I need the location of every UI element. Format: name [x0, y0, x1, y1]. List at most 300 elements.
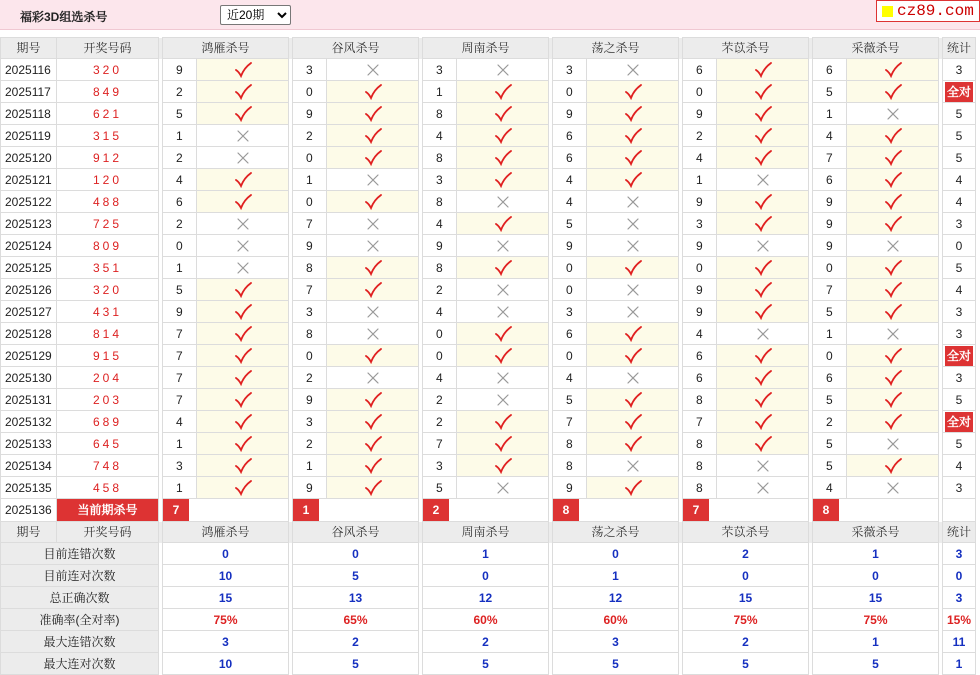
stat-cell: 5: [943, 433, 976, 455]
stats-value: 5: [553, 653, 679, 675]
result-hit-cell: [197, 345, 289, 367]
result-hit-cell: [197, 433, 289, 455]
result-hit-cell: [717, 125, 809, 147]
table-row: [1, 213, 976, 235]
issue-cell: 2025126: [1, 279, 57, 301]
check-icon: [624, 84, 642, 100]
kill-number-cell: 5: [813, 389, 847, 411]
kill-number-cell: 3: [293, 59, 327, 81]
result-miss-cell: [717, 323, 809, 345]
kill-number-cell: 4: [813, 477, 847, 499]
kill-number-cell: 7: [293, 279, 327, 301]
cross-icon: [627, 306, 639, 318]
issue-cell: 2025135: [1, 477, 57, 499]
result-hit-cell: [327, 455, 419, 477]
stats-value: 5: [423, 653, 549, 675]
issue-cell: 2025125: [1, 257, 57, 279]
result-hit-cell: [327, 279, 419, 301]
result-miss-cell: [717, 477, 809, 499]
result-hit-cell: [587, 389, 679, 411]
stats-value: 0: [163, 543, 289, 565]
result-hit-cell: [197, 191, 289, 213]
table-row: [1, 301, 976, 323]
stats-value: 75%: [683, 609, 809, 631]
kill-number-cell: 0: [683, 81, 717, 103]
kill-number-cell: 4: [163, 411, 197, 433]
kill-number-cell: 5: [163, 103, 197, 125]
result-hit-cell: [847, 301, 939, 323]
kill-number-cell: 4: [423, 301, 457, 323]
result-hit-cell: [717, 279, 809, 301]
check-icon: [754, 150, 772, 166]
result-hit-cell: [847, 147, 939, 169]
result-hit-cell: [847, 345, 939, 367]
check-icon: [364, 348, 382, 364]
kill-number-cell: 9: [163, 59, 197, 81]
stats-row: [1, 565, 976, 587]
stats-value: 0: [423, 565, 549, 587]
result-hit-cell: [717, 411, 809, 433]
result-hit-cell: [847, 411, 939, 433]
cross-icon: [887, 240, 899, 252]
kill-number-cell: 5: [813, 301, 847, 323]
result-hit-cell: [847, 367, 939, 389]
issue-cell: 2025120: [1, 147, 57, 169]
result-hit-cell: [457, 323, 549, 345]
kill-number-cell: 6: [683, 345, 717, 367]
result-hit-cell: [457, 125, 549, 147]
cross-icon: [367, 218, 379, 230]
stat-cell: 5: [943, 257, 976, 279]
kill-number-cell: 2: [423, 279, 457, 301]
check-icon: [624, 480, 642, 496]
result-hit-cell: [587, 323, 679, 345]
check-icon: [624, 392, 642, 408]
stats-value: 1: [423, 543, 549, 565]
cross-icon: [497, 306, 509, 318]
cross-icon: [627, 284, 639, 296]
stats-label: 目前连错次数: [1, 543, 159, 565]
stat-cell: 3: [943, 367, 976, 389]
stats-value: 15: [683, 587, 809, 609]
kill-number-cell: 9: [163, 301, 197, 323]
result-miss-cell: [717, 455, 809, 477]
issue-cell: 2025134: [1, 455, 57, 477]
kill-number-table: [0, 37, 976, 675]
check-icon: [754, 282, 772, 298]
kill-number-cell: 0: [423, 323, 457, 345]
kill-number-cell: 8: [553, 455, 587, 477]
result-hit-cell: [327, 345, 419, 367]
result-hit-cell: [197, 103, 289, 125]
header-expert: 周南杀号: [423, 522, 549, 543]
kill-number-cell: 3: [423, 169, 457, 191]
header-row: [1, 38, 976, 59]
kill-number-cell: 0: [813, 257, 847, 279]
kill-number-cell: 1: [423, 81, 457, 103]
stats-value: 15: [163, 587, 289, 609]
check-icon: [364, 414, 382, 430]
kill-number-cell: 6: [553, 323, 587, 345]
draw-number-cell: 689: [57, 411, 159, 433]
stats-value: 5: [293, 565, 419, 587]
kill-number-cell: 1: [163, 257, 197, 279]
period-select[interactable]: [220, 5, 291, 25]
stat-cell: 4: [943, 279, 976, 301]
result-miss-cell: [197, 147, 289, 169]
kill-number-cell: 8: [683, 433, 717, 455]
cross-icon: [887, 438, 899, 450]
cross-icon: [887, 108, 899, 120]
stat-cell: 5: [943, 103, 976, 125]
check-icon: [754, 348, 772, 364]
stats-value: 0: [813, 565, 939, 587]
check-icon: [494, 414, 512, 430]
kill-number-cell: 2: [423, 389, 457, 411]
check-icon: [494, 84, 512, 100]
check-icon: [884, 414, 902, 430]
current-kill-badge: 2: [423, 499, 449, 521]
kill-number-cell: 0: [293, 81, 327, 103]
result-hit-cell: [197, 477, 289, 499]
check-icon: [884, 260, 902, 276]
kill-number-cell: 7: [163, 323, 197, 345]
header-expert: 采薇杀号: [813, 38, 939, 59]
kill-number-cell: 9: [423, 235, 457, 257]
check-icon: [364, 392, 382, 408]
stats-total: 1: [943, 653, 976, 675]
result-miss-cell: [197, 213, 289, 235]
result-miss-cell: [847, 235, 939, 257]
issue-cell: 2025136: [1, 499, 57, 522]
kill-number-cell: 1: [163, 433, 197, 455]
result-miss-cell: [327, 213, 419, 235]
result-hit-cell: [327, 389, 419, 411]
draw-number-cell: 645: [57, 433, 159, 455]
kill-number-cell: 4: [423, 213, 457, 235]
kill-number-cell: 1: [163, 125, 197, 147]
kill-number-cell: 4: [553, 169, 587, 191]
issue-cell: 2025119: [1, 125, 57, 147]
result-miss-cell: [717, 235, 809, 257]
stat-cell: 3: [943, 301, 976, 323]
header-issue: 期号: [1, 38, 57, 59]
result-miss-cell: [327, 323, 419, 345]
issue-cell: 2025118: [1, 103, 57, 125]
kill-number-cell: 0: [813, 345, 847, 367]
current-kill-badge: 8: [813, 499, 839, 521]
table-row: [1, 433, 976, 455]
check-icon: [234, 392, 252, 408]
stats-label: 最大连对次数: [1, 653, 159, 675]
current-kill-cell: [423, 499, 549, 522]
check-icon: [754, 62, 772, 78]
check-icon: [234, 282, 252, 298]
result-miss-cell: [457, 235, 549, 257]
result-miss-cell: [847, 433, 939, 455]
stats-value: 5: [683, 653, 809, 675]
result-hit-cell: [587, 169, 679, 191]
kill-number-cell: 6: [683, 59, 717, 81]
stats-value: 1: [813, 543, 939, 565]
result-hit-cell: [717, 389, 809, 411]
kill-number-cell: 4: [163, 169, 197, 191]
stats-value: 0: [553, 543, 679, 565]
check-icon: [364, 458, 382, 474]
stat-cell: 5: [943, 125, 976, 147]
check-icon: [234, 348, 252, 364]
check-icon: [754, 84, 772, 100]
kill-number-cell: 2: [423, 411, 457, 433]
result-hit-cell: [457, 411, 549, 433]
check-icon: [364, 282, 382, 298]
check-icon: [234, 414, 252, 430]
result-hit-cell: [327, 147, 419, 169]
cross-icon: [757, 482, 769, 494]
table-row: [1, 477, 976, 499]
check-icon: [884, 392, 902, 408]
result-hit-cell: [587, 103, 679, 125]
table-row: [1, 81, 976, 103]
result-miss-cell: [327, 235, 419, 257]
result-hit-cell: [717, 433, 809, 455]
stats-value: 2: [683, 543, 809, 565]
header-expert: 鸿雁杀号: [163, 38, 289, 59]
kill-number-cell: 0: [553, 345, 587, 367]
stat-cell: 5: [943, 147, 976, 169]
draw-number-cell: 488: [57, 191, 159, 213]
result-hit-cell: [847, 59, 939, 81]
stat-cell: [943, 345, 976, 367]
kill-number-cell: 2: [163, 81, 197, 103]
check-icon: [494, 436, 512, 452]
stats-label: 总正确次数: [1, 587, 159, 609]
header-row: [1, 522, 976, 543]
result-hit-cell: [847, 125, 939, 147]
kill-number-cell: 6: [163, 191, 197, 213]
cross-icon: [627, 460, 639, 472]
cross-icon: [367, 240, 379, 252]
stats-value: 0: [293, 543, 419, 565]
check-icon: [234, 84, 252, 100]
cross-icon: [497, 284, 509, 296]
check-icon: [494, 216, 512, 232]
result-miss-cell: [457, 59, 549, 81]
cross-icon: [887, 482, 899, 494]
kill-number-cell: 7: [553, 411, 587, 433]
result-miss-cell: [327, 367, 419, 389]
check-icon: [754, 106, 772, 122]
check-icon: [884, 62, 902, 78]
check-icon: [884, 458, 902, 474]
kill-number-cell: 9: [683, 301, 717, 323]
check-icon: [234, 304, 252, 320]
issue-cell: 2025130: [1, 367, 57, 389]
draw-number-cell: 458: [57, 477, 159, 499]
table-row: [1, 257, 976, 279]
stats-row: [1, 543, 976, 565]
all-correct-badge: 全对: [945, 412, 973, 432]
kill-number-cell: 0: [553, 279, 587, 301]
result-hit-cell: [717, 213, 809, 235]
result-hit-cell: [457, 345, 549, 367]
result-hit-cell: [717, 59, 809, 81]
check-icon: [234, 62, 252, 78]
result-hit-cell: [587, 411, 679, 433]
result-hit-cell: [457, 257, 549, 279]
cross-icon: [757, 460, 769, 472]
draw-number-cell: 748: [57, 455, 159, 477]
stats-value: 5: [293, 653, 419, 675]
kill-number-cell: 0: [553, 257, 587, 279]
draw-number-cell: 431: [57, 301, 159, 323]
stats-row: [1, 653, 976, 675]
cross-icon: [367, 174, 379, 186]
issue-cell: 2025124: [1, 235, 57, 257]
kill-number-cell: 5: [163, 279, 197, 301]
stats-row: [1, 631, 976, 653]
result-hit-cell: [457, 455, 549, 477]
check-icon: [754, 216, 772, 232]
issue-cell: 2025131: [1, 389, 57, 411]
stats-value: 3: [163, 631, 289, 653]
cross-icon: [627, 240, 639, 252]
check-icon: [234, 436, 252, 452]
check-icon: [754, 436, 772, 452]
cross-icon: [887, 328, 899, 340]
result-miss-cell: [197, 257, 289, 279]
check-icon: [364, 436, 382, 452]
check-icon: [364, 260, 382, 276]
header-expert: 荡之杀号: [553, 522, 679, 543]
kill-number-cell: 9: [553, 235, 587, 257]
check-icon: [624, 414, 642, 430]
table-row: [1, 125, 976, 147]
result-miss-cell: [457, 477, 549, 499]
stat-cell: 3: [943, 59, 976, 81]
result-miss-cell: [587, 213, 679, 235]
kill-number-cell: 0: [293, 191, 327, 213]
kill-number-cell: 7: [423, 433, 457, 455]
result-hit-cell: [197, 367, 289, 389]
check-icon: [494, 106, 512, 122]
result-miss-cell: [847, 323, 939, 345]
result-miss-cell: [457, 301, 549, 323]
kill-number-cell: 1: [683, 169, 717, 191]
header-expert: 谷风杀号: [293, 38, 419, 59]
issue-cell: 2025132: [1, 411, 57, 433]
kill-number-cell: 1: [293, 169, 327, 191]
stats-value: 1: [813, 631, 939, 653]
stats-value: 65%: [293, 609, 419, 631]
stats-value: 2: [293, 631, 419, 653]
result-hit-cell: [327, 411, 419, 433]
check-icon: [494, 326, 512, 342]
kill-number-cell: 8: [293, 323, 327, 345]
site-logo[interactable]: [876, 0, 980, 22]
stat-cell: 4: [943, 191, 976, 213]
check-icon: [884, 128, 902, 144]
kill-number-cell: 2: [163, 147, 197, 169]
result-miss-cell: [457, 389, 549, 411]
stats-value: 75%: [813, 609, 939, 631]
result-hit-cell: [847, 279, 939, 301]
result-hit-cell: [457, 103, 549, 125]
result-miss-cell: [327, 59, 419, 81]
kill-number-cell: 9: [813, 213, 847, 235]
result-hit-cell: [847, 191, 939, 213]
check-icon: [364, 106, 382, 122]
kill-number-cell: 3: [553, 301, 587, 323]
kill-number-cell: 7: [163, 367, 197, 389]
all-correct-badge: 全对: [945, 346, 973, 366]
kill-number-cell: 9: [293, 235, 327, 257]
result-hit-cell: [847, 213, 939, 235]
stats-total: 3: [943, 543, 976, 565]
header-stat: 统计: [943, 522, 976, 543]
kill-number-cell: 0: [553, 81, 587, 103]
stat-cell: 0: [943, 235, 976, 257]
result-miss-cell: [197, 235, 289, 257]
table-row: [1, 279, 976, 301]
check-icon: [884, 84, 902, 100]
result-hit-cell: [197, 455, 289, 477]
table-row: [1, 169, 976, 191]
draw-number-cell: 725: [57, 213, 159, 235]
kill-number-cell: 7: [813, 279, 847, 301]
table-row: [1, 147, 976, 169]
page-title: 福彩3D组选杀号: [20, 10, 108, 24]
result-hit-cell: [197, 59, 289, 81]
result-miss-cell: [457, 367, 549, 389]
result-miss-cell: [327, 169, 419, 191]
draw-number-cell: 814: [57, 323, 159, 345]
kill-number-cell: 6: [553, 125, 587, 147]
result-miss-cell: [587, 367, 679, 389]
stats-value: 12: [423, 587, 549, 609]
result-hit-cell: [327, 257, 419, 279]
stats-value: 10: [163, 565, 289, 587]
current-kill-cell: [553, 499, 679, 522]
stat-cell: 4: [943, 455, 976, 477]
current-kill-cell: [163, 499, 289, 522]
header-draw: 开奖号码: [57, 522, 159, 543]
current-kill-badge: 1: [293, 499, 319, 521]
top-bar: [0, 0, 980, 30]
check-icon: [494, 260, 512, 276]
cross-icon: [367, 306, 379, 318]
header-expert: 周南杀号: [423, 38, 549, 59]
cross-icon: [497, 482, 509, 494]
stat-cell: 4: [943, 169, 976, 191]
all-correct-badge: 全对: [945, 82, 973, 102]
cross-icon: [237, 262, 249, 274]
stats-total: 0: [943, 565, 976, 587]
header-expert: 荡之杀号: [553, 38, 679, 59]
draw-number-cell: 912: [57, 147, 159, 169]
kill-number-cell: 8: [423, 147, 457, 169]
check-icon: [234, 370, 252, 386]
kill-number-cell: 0: [293, 345, 327, 367]
current-kill-cell: [683, 499, 809, 522]
stats-value: 2: [683, 631, 809, 653]
issue-cell: 2025128: [1, 323, 57, 345]
kill-number-cell: 9: [553, 103, 587, 125]
kill-number-cell: 7: [163, 345, 197, 367]
stats-label: 最大连错次数: [1, 631, 159, 653]
kill-number-cell: 5: [813, 455, 847, 477]
result-hit-cell: [587, 81, 679, 103]
